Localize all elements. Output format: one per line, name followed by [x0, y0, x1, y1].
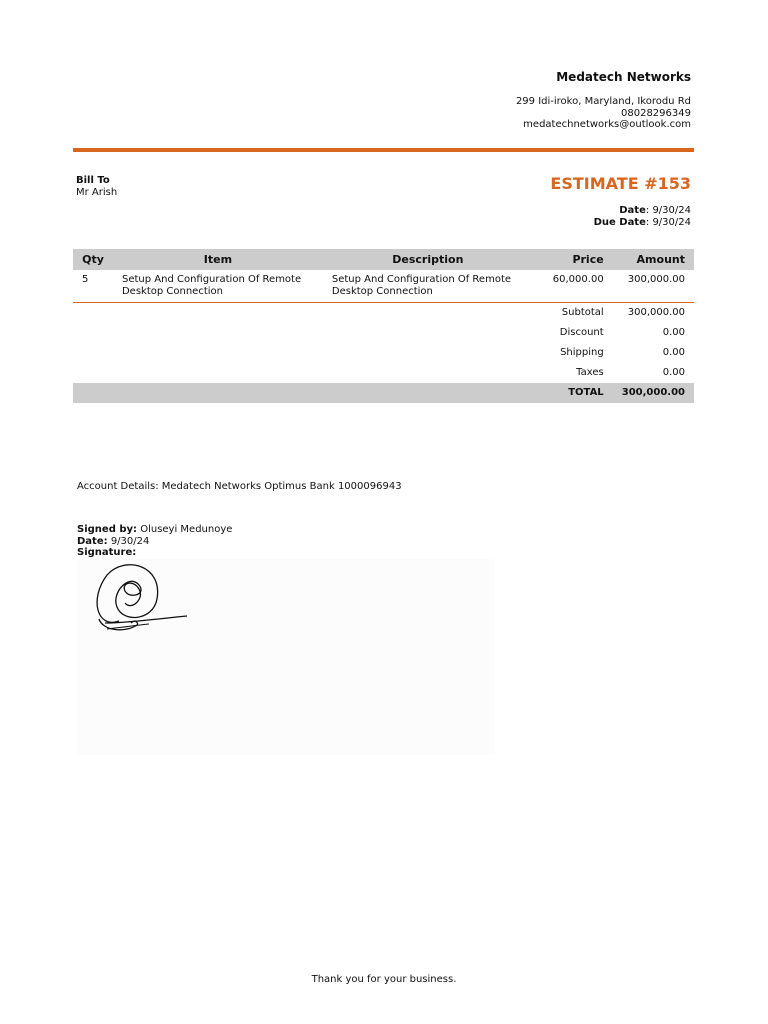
signed-by-value: Oluseyi Medunoye: [140, 524, 233, 535]
account-details: Account Details: Medatech Networks Optimus Bank 1000096943: [77, 481, 402, 492]
discount-row: [73, 323, 694, 343]
shipping-value: 0.00: [662, 347, 685, 358]
amount-header: Amount: [613, 249, 694, 270]
table-header-row: [73, 249, 694, 270]
row-price: 60,000.00: [533, 270, 613, 303]
price-header: Price: [533, 249, 613, 270]
signature-image: [77, 559, 495, 755]
row-amount: 300,000.00: [613, 270, 694, 303]
date-value: 9/30/24: [652, 205, 691, 216]
signature-date-value: 9/30/24: [110, 535, 150, 547]
bill-to-block: [76, 175, 117, 198]
accent-divider: [73, 148, 694, 152]
shipping-label: Shipping: [560, 347, 604, 358]
taxes-label: Taxes: [576, 367, 604, 378]
signed-by-label: Signed by:: [77, 524, 138, 535]
item-header: Item: [113, 249, 323, 270]
due-date-value: 9/30/24: [652, 216, 691, 228]
footer-thanks: Thank you for your business.: [311, 974, 457, 985]
table-row: [73, 270, 694, 303]
signature-label: Signature:: [77, 547, 137, 558]
handwritten-signature-icon: [77, 559, 217, 649]
row-description: Setup And Configuration Of Remote Desktop Connection: [323, 270, 533, 303]
signature-date-line: [77, 536, 232, 548]
total-label: TOTAL: [533, 383, 613, 403]
company-address: 299 Idi-iroko, Maryland, Ikorodu Rd: [515, 96, 691, 107]
taxes-value: 0.00: [662, 367, 685, 378]
signature-block: [77, 524, 232, 559]
date-label: Date: [619, 205, 646, 216]
company-block: [516, 70, 691, 131]
due-date-line: Due Date: 9/30/24: [593, 216, 691, 228]
bill-to-label: Bill To: [76, 175, 110, 186]
signed-by-line: [77, 524, 232, 536]
taxes-row: [73, 363, 694, 383]
company-name: Medatech Networks: [556, 70, 691, 84]
discount-label: Discount: [559, 327, 604, 338]
bill-to-name: Mr Arish: [76, 186, 118, 198]
shipping-row: [73, 343, 694, 363]
estimate-title: ESTIMATE #153: [550, 174, 691, 193]
estimate-dates: [594, 205, 691, 228]
total-row: [73, 383, 694, 403]
line-items-table: [73, 249, 694, 403]
row-qty: 5: [73, 270, 113, 303]
company-email: medatechnetworks@outlook.com: [523, 119, 691, 130]
subtotal-row: [73, 303, 694, 324]
estimate-date-line: Date: 9/30/24: [619, 205, 691, 216]
signature-date-label: Date:: [77, 535, 108, 547]
subtotal-value: 300,000.00: [627, 307, 685, 318]
total-value: 300,000.00: [613, 383, 694, 403]
qty-header: Qty: [73, 249, 113, 270]
discount-value: 0.00: [662, 327, 685, 338]
due-date-label: Due Date: [593, 216, 646, 228]
row-item: Setup And Configuration Of Remote Desktop Connection: [113, 270, 323, 303]
company-phone: 08028296349: [621, 107, 691, 119]
description-header: Description: [323, 249, 533, 270]
subtotal-label: Subtotal: [561, 307, 604, 318]
signature-label-line: [77, 547, 232, 559]
